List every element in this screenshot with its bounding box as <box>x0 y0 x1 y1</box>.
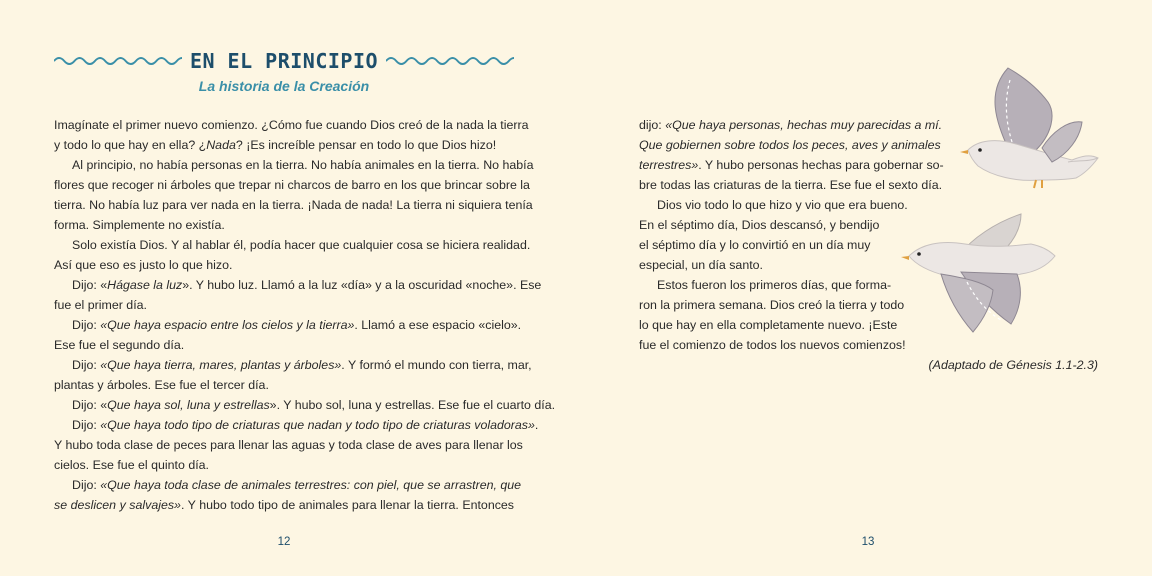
text-segment: Solo existía Dios. Y al hablar él, podía hacer que cualquier cosa se hiciera realidad. <box>72 238 531 252</box>
text-segment: flores que recoger ni árboles que trepar ni charcos de barro en los que brincar sobre la <box>54 178 530 192</box>
text-segment: ? ¡Es increíble pensar en todo lo que Dios hizo! <box>235 138 497 152</box>
text-segment: fue el primer día. <box>54 298 147 312</box>
text-segment: En el séptimo día, Dios descansó, y bendijo <box>639 218 880 232</box>
wave-left-icon <box>54 54 182 68</box>
text-segment: especial, un día santo. <box>639 258 763 272</box>
italic-text: Que gobiernen sobre todos los peces, aves y animales <box>639 138 941 152</box>
text-segment: forma. Simplemente no existía. <box>54 218 225 232</box>
text-line <box>54 135 514 155</box>
page-number-left: 12 <box>277 536 291 548</box>
italic-text: «Que haya personas, hechas muy parecidas a mí. <box>665 118 943 132</box>
chapter-title: EN EL PRINCIPIO <box>189 49 379 73</box>
text-segment: . Y hubo todo tipo de animales para llenar la tierra. Entonces <box>180 498 514 512</box>
text-line <box>54 375 514 395</box>
left-body-text <box>54 115 556 515</box>
italic-text: «Que haya todo tipo de criaturas que nadan y todo tipo de criaturas voladoras» <box>100 418 535 432</box>
text-line <box>639 175 969 195</box>
text-segment: Dijo: <box>72 418 101 432</box>
text-line <box>54 195 533 215</box>
text-segment: Dijo: <box>72 478 101 492</box>
text-segment: Dijo: <box>72 318 101 332</box>
text-segment: plantas y árboles. Ese fue el tercer día. <box>54 378 269 392</box>
text-line <box>54 415 539 435</box>
text-segment: . Y formó el mundo con tierra, mar, <box>341 358 532 372</box>
text-line <box>54 295 514 315</box>
dove-icon <box>956 62 1106 192</box>
text-line <box>54 495 514 515</box>
text-line <box>54 395 556 415</box>
text-segment: Dijo: « <box>72 278 108 292</box>
italic-text: «Que haya tierra, mares, plantas y árboles» <box>100 358 342 372</box>
text-line <box>54 255 514 275</box>
text-line <box>54 235 531 255</box>
text-line <box>54 215 514 235</box>
text-segment: Dijo: « <box>72 398 108 412</box>
text-line <box>54 115 529 135</box>
text-segment: ». Y hubo luz. Llamó a la luz «día» y a la oscuridad «noche». Ese <box>182 278 542 292</box>
text-segment: . Llamó a ese espacio «cielo». <box>354 318 522 332</box>
text-segment: Dios vio todo lo que hizo y vio que era bueno. <box>657 198 908 212</box>
italic-text: se deslicen y salvajes» <box>54 498 181 512</box>
text-segment: . Y hubo personas hechas para gobernar so- <box>698 158 944 172</box>
italic-text: Hágase la luz <box>107 278 183 292</box>
text-segment: bre todas las criaturas de la tierra. Ese fue el sexto día. <box>639 178 943 192</box>
text-segment: el séptimo día y lo convirtió en un día muy <box>639 238 871 252</box>
scripture-reference: (Adaptado de Génesis 1.1-2.3) <box>928 358 1098 372</box>
text-segment: Al principio, no había personas en la tierra. No había animales en la tierra. No había <box>72 158 534 172</box>
text-segment: Y hubo toda clase de peces para llenar las aguas y toda clase de aves para llenar los <box>54 438 523 452</box>
right-page <box>576 0 1152 576</box>
text-segment: Estos fueron los primeros días, que forma- <box>657 278 892 292</box>
text-line <box>54 335 514 355</box>
italic-text: «Que haya espacio entre los cielos y la tierra» <box>100 318 355 332</box>
text-segment: fue el comienzo de todos los nuevos comienzos! <box>639 338 906 352</box>
text-line <box>54 355 532 375</box>
text-segment: Ese fue el segundo día. <box>54 338 185 352</box>
italic-text: terrestres» <box>639 158 699 172</box>
text-line <box>54 315 522 335</box>
text-line <box>54 435 523 455</box>
text-segment: y todo lo que hay en ella? ¿ <box>54 138 207 152</box>
page-number-right: 13 <box>861 536 875 548</box>
text-line <box>639 155 969 175</box>
chapter-subtitle: La historia de la Creación <box>198 78 370 94</box>
text-segment: Imagínate el primer nuevo comienzo. ¿Cómo fue cuando Dios creó de la nada la tierra <box>54 118 529 132</box>
text-segment: cielos. Ese fue el quinto día. <box>54 458 209 472</box>
text-line <box>639 115 969 135</box>
italic-text: «Que haya toda clase de animales terrestres: con piel, que se arrastren, que <box>100 478 522 492</box>
text-line <box>639 135 969 155</box>
text-line <box>54 455 514 475</box>
text-segment: Dijo: <box>72 358 101 372</box>
text-line <box>54 155 534 175</box>
text-line <box>54 275 542 295</box>
text-segment: . <box>534 418 539 432</box>
text-segment: tierra. No había luz para ver nada en la tierra. ¡Nada de nada! La tierra ni siquiera tenía <box>54 198 533 212</box>
text-line <box>54 475 522 495</box>
wave-right-icon <box>386 54 514 68</box>
text-segment: dijo: <box>639 118 666 132</box>
italic-text: Que haya sol, luna y estrellas <box>107 398 270 412</box>
text-segment: Así que eso es justo lo que hizo. <box>54 258 233 272</box>
dove-icon <box>901 210 1061 340</box>
text-segment: ron la primera semana. Dios creó la tierra y todo <box>639 298 905 312</box>
italic-text: Nada <box>206 138 236 152</box>
text-line <box>54 175 530 195</box>
text-segment: ». Y hubo sol, luna y estrellas. Ese fue el cuarto día. <box>269 398 556 412</box>
title-banner <box>54 46 514 76</box>
text-segment: lo que hay en ella completamente nuevo. ¡Este <box>639 318 898 332</box>
